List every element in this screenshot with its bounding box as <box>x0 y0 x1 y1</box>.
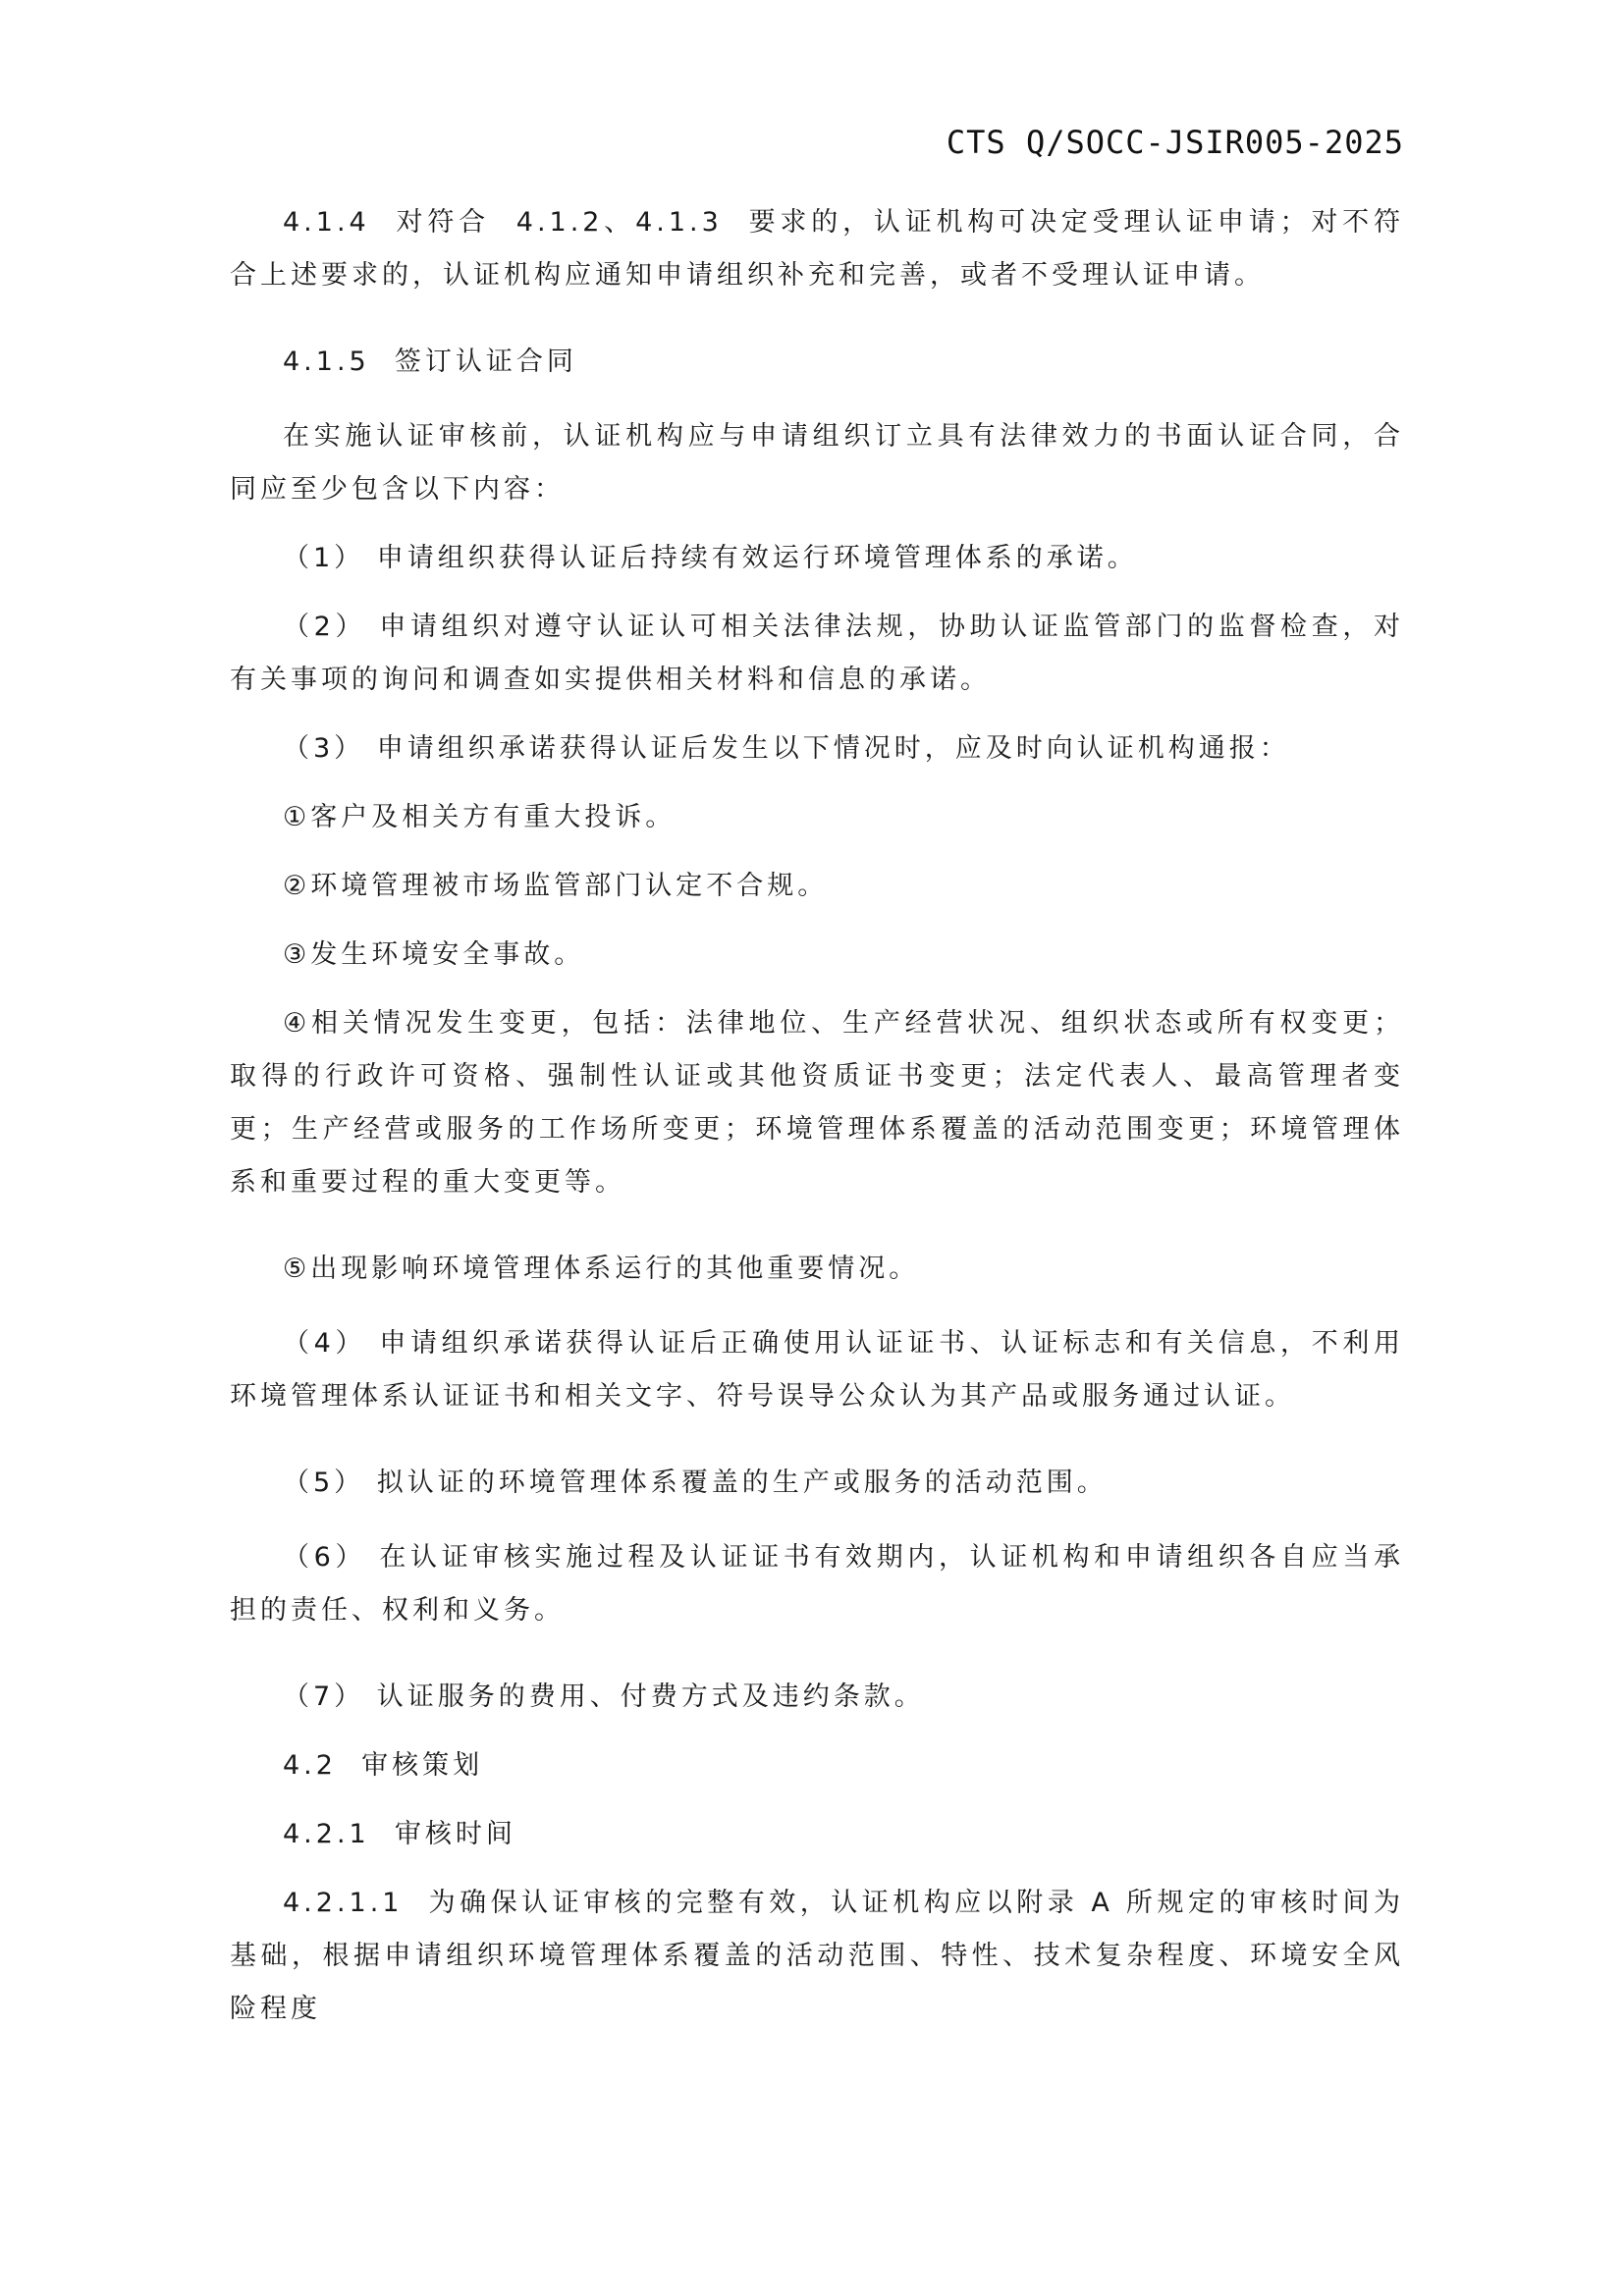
clause-4-2-1-heading: 4.2.1 审核时间 <box>283 1819 516 1849</box>
notify-item-2: ②环境管理被市场监管部门认定不合规。 <box>283 871 829 901</box>
document-code: CTS Q/SOCC-JSIR005-2025 <box>946 124 1404 161</box>
clause-4-2-heading: 4.2 审核策划 <box>283 1750 484 1781</box>
notify-item-5: ⑤出现影响环境管理体系运行的其他重要情况。 <box>283 1254 920 1284</box>
notify-item-3: ③发生环境安全事故。 <box>283 939 585 970</box>
contract-intro: 在实施认证审核前，认证机构应与申请组织订立具有法律效力的书面认证合同，合同应至少包含以下内容： <box>230 421 1404 505</box>
contract-item-5: （5） 拟认证的环境管理体系覆盖的生产或服务的活动范围。 <box>283 1468 1108 1498</box>
contract-item-3: （3） 申请组织承诺获得认证后发生以下情况时，应及时向认证机构通报： <box>283 733 1290 764</box>
contract-item-6: （6） 在认证审核实施过程及认证证书有效期内，认证机构和申请组织各自应当承担的责任、权利和义务。 <box>230 1542 1404 1626</box>
contract-item-1: （1） 申请组织获得认证后持续有效运行环境管理体系的承诺。 <box>283 543 1138 573</box>
contract-item-7: （7） 认证服务的费用、付费方式及违约条款。 <box>283 1682 925 1712</box>
contract-item-2: （2） 申请组织对遵守认证认可相关法律法规，协助认证监管部门的监督检查，对有关事项的询问和调查如实提供相关材料和信息的承诺。 <box>230 612 1404 695</box>
clause-4-1-4: 4.1.4 对符合 4.1.2、4.1.3 要求的，认证机构可决定受理认证申请；对不符合上述要求的，认证机构应通知申请组织补充和完善，或者不受理认证申请。 <box>230 207 1404 291</box>
notify-item-4: ④相关情况发生变更，包括：法律地位、生产经营状况、组织状态或所有权变更；取得的行政许可资格、强制性认证或其他资质证书变更；法定代表人、最高管理者变更；生产经营或服务的工作场所变更；环境管理体系覆盖的活动范围变更；环境管理体系和重要过程的重大变更等。 <box>230 1008 1404 1198</box>
contract-item-4: （4） 申请组织承诺获得认证后正确使用认证证书、认证标志和有关信息，不利用环境管理体系认证证书和相关文字、符号误导公众认为其产品或服务通过认证。 <box>230 1328 1404 1412</box>
notify-item-1: ①客户及相关方有重大投诉。 <box>283 802 677 832</box>
document-body <box>230 196 1404 2036</box>
clause-4-1-5-heading: 4.1.5 签订认证合同 <box>283 347 577 377</box>
clause-4-2-1-1: 4.2.1.1 为确保认证审核的完整有效，认证机构应以附录 A 所规定的审核时间为基础，根据申请组织环境管理体系覆盖的活动范围、特性、技术复杂程度、环境安全风险程度 <box>230 1888 1404 2024</box>
